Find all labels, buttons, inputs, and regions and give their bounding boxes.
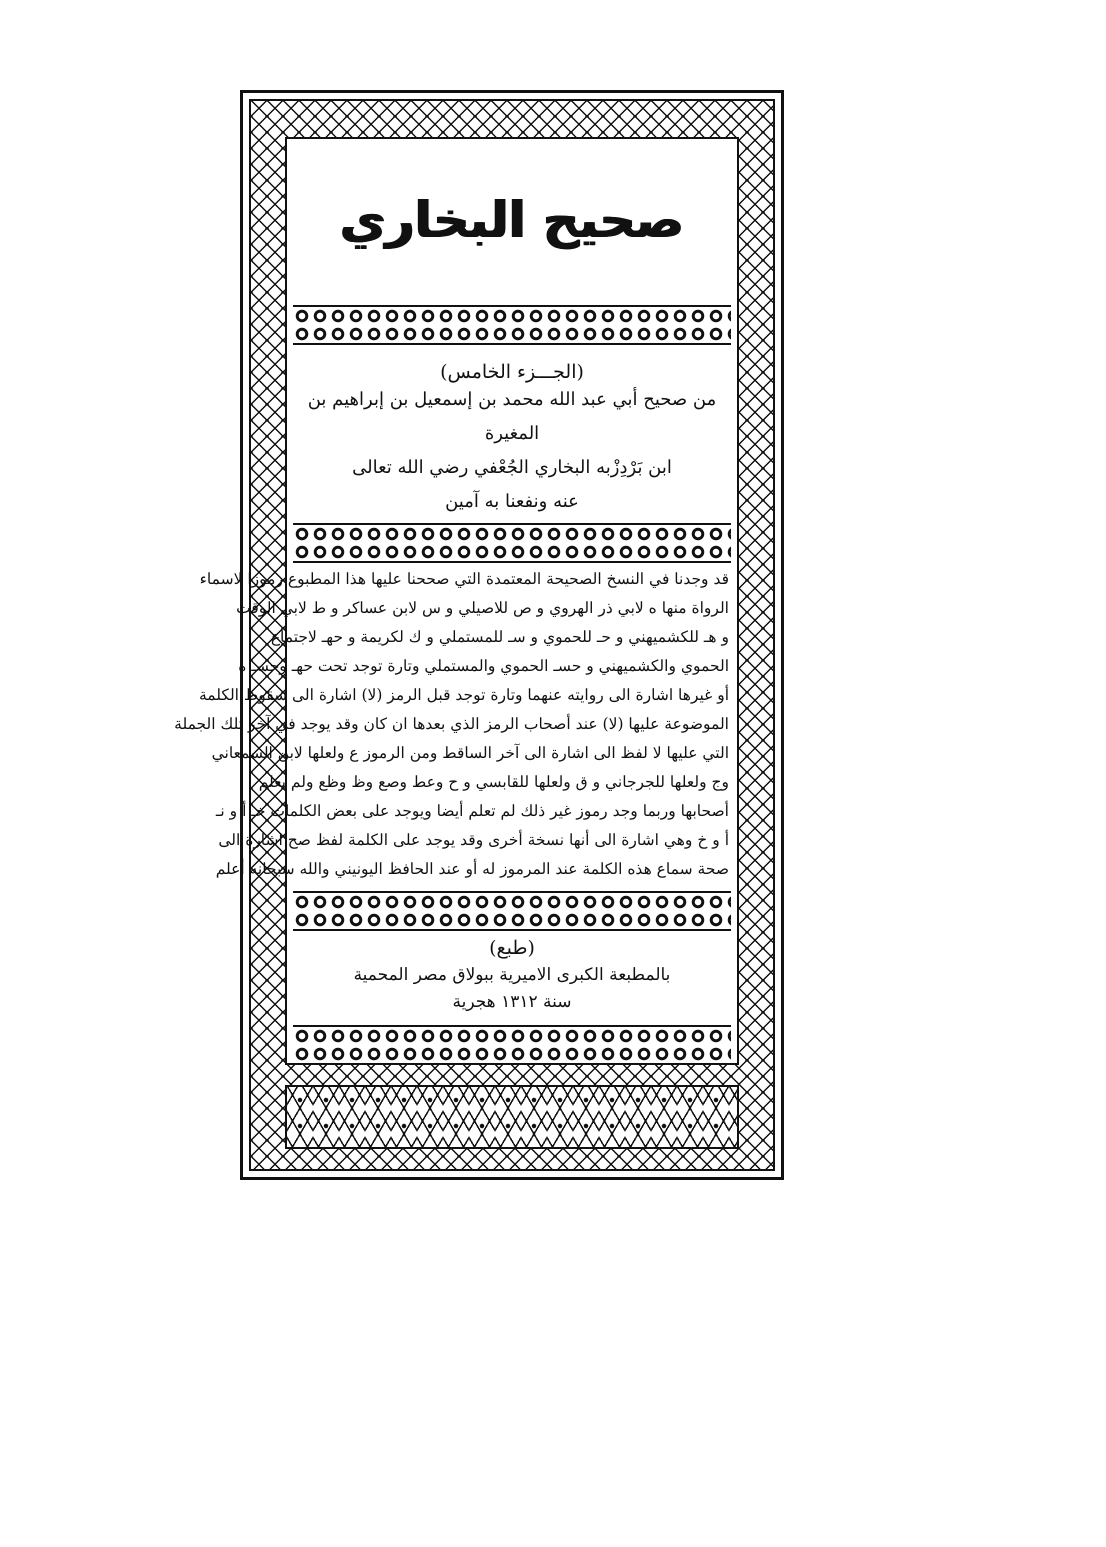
notes-line: التي عليها لا لفظ الى اشارة الى آخر الساقط ومن الرموز ع ولعلها لابن السمعاني [211,744,729,762]
bottom-ornament-panel [285,1085,739,1149]
notes-line: أو غيرها اشارة الى روايته عنهما وتارة توجد قبل الرمز (لا) اشارة الى سقوط الكلمة [199,686,729,704]
imprint-press: بالمطبعة الكبرى الاميرية ببولاق مصر المحمية [353,965,671,985]
book-title: صحيح البخاري [340,191,684,249]
notes-line: صحة سماع هذه الكلمة عند المرموز له أو عند الحافظ اليونيني والله سبحانه أعلم [215,860,729,878]
volume-line: ابن بَرْدِزْبه البخاري الجُعْفي رضي الله تعالى [352,457,672,478]
notes-line: أ و خ وهي اشارة الى أنها نسخة أخرى وقد يوجد على الكلمة لفظ صح اشارة الى [218,831,729,849]
notes-line: و هـ للكشميهني و حـ للحموي و سـ للمستملي و ك لكريمة و حهـ لاجتماع [270,628,729,646]
volume-line: من صحيح أبي عبد الله محمد بن إسمعيل بن إبراهيم بن المغيرة [307,389,717,444]
title-block [287,139,737,301]
volume-line: عنه ونفعنا به آمين [445,491,579,512]
notes-line: أصحابها وربما وجد رموز غير ذلك لم تعلم أيضا ويوجد على بعض الكلمات خـ أ و نـ [215,802,729,820]
ornament-band-bottom [293,1025,731,1065]
ornament-band-lower [293,891,731,931]
notes-line: الرواة منها ه لابي ذر الهروي و ص للاصيلي و س لابن عساكر و ط لابي الوقت [236,599,729,617]
notes-line: الموضوعة عليها (لا) عند أصحاب الرمز الذي بعدها ان كان وقد يوجد في آخر تلك الجملة [174,715,729,733]
notes-line: قد وجدنا في النسخ الصحيحة المعتمدة التي صححنا عليها هذا المطبوع رموزا لاسماء [199,570,729,588]
title-page-frame [174,90,784,1180]
volume-block [297,353,727,513]
notes-line: وج ولعلها للجرجاني و ق ولعلها للقابسي و ح وعط وصع وظ وظع ولم يعلم [258,773,729,791]
ornament-band-middle [293,523,731,563]
notes-line: الحموي والكشميهني و حسـ الحموي والمستملي وتارة توجد تحت حهـ وحسـ ه [238,657,729,675]
ornament-band-top [293,305,731,345]
editorial-notes [174,565,729,885]
imprint-year: سنة ١٣١٢ هجرية [452,992,572,1012]
inner-panel [174,137,739,1065]
imprint-label: (طبع) [489,937,535,959]
volume-label: (الجـــزء الخامس) [440,361,584,383]
imprint-block [297,935,727,1021]
